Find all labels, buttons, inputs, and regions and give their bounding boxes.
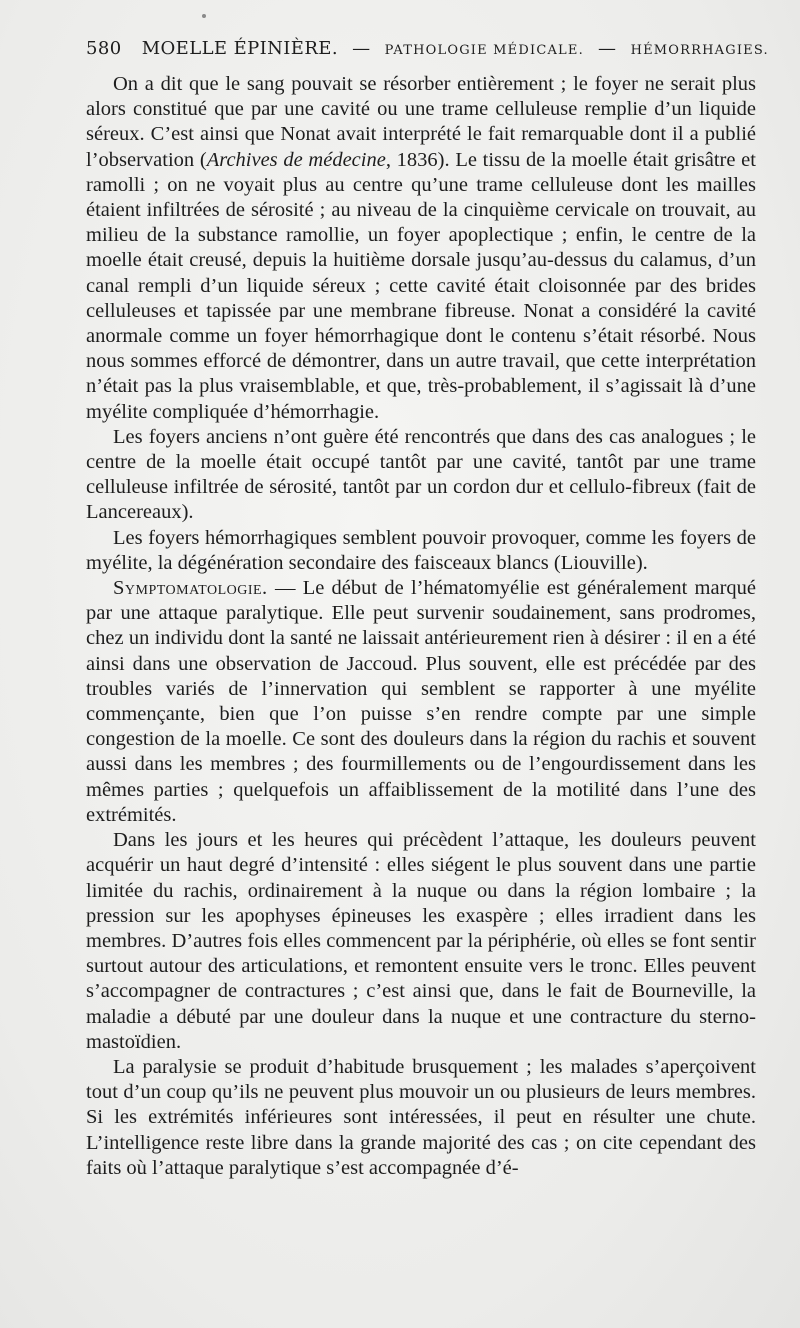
header-separator: — — [352, 38, 371, 59]
header-separator: — — [598, 38, 617, 59]
header-subsection: HÉMORRHAGIES. — [630, 43, 769, 58]
running-header — [86, 38, 769, 59]
header-title: MOELLE ÉPINIÈRE. — [141, 38, 338, 59]
paragraph — [86, 1055, 756, 1181]
body-text — [86, 72, 756, 1181]
section-heading: Symptomatologie. — [113, 577, 268, 600]
paragraph — [86, 526, 756, 576]
paragraph-text: Les foyers hémorrhagiques semblent pouvoir provoquer, comme les foyers de myélite, la dégénération secondaire des faisceaux blancs (Liouville). — [86, 526, 756, 574]
journal-citation: Archives de médecine — [206, 148, 386, 171]
paragraph-text: Les foyers anciens n’ont guère été rencontrés que dans des cas analogues ; le centre de la moelle était occupé tantôt par une cavité, tantôt par une trame celluleuse infiltrée de sérosité, tantôt par un cordon dur et cellulo-fibreux (fait de Lancereaux). — [86, 425, 756, 524]
ink-speck — [202, 14, 206, 18]
paragraph-text: Dans les jours et les heures qui précèdent l’attaque, les douleurs peuvent acquérir un haut degré d’intensité : elles siégent le plus souvent dans une partie limitée du rachis, ordinairement à la nuque ou dans la région lombaire ; la pression sur les apophyses épineuses les exaspère ; elles irradient dans les membres. D’autres fois elles commencent par la périphérie, où elles se font sentir surtout autour des articulations, et remontent ensuite vers le tronc. Elles peuvent s’accompagner de contractures ; c’est ainsi que, dans le fait de Bourneville, la maladie a débuté par une douleur dans la nuque et une contracture du sterno-mastoïdien. — [86, 829, 756, 1053]
paragraph — [86, 425, 756, 526]
paragraph-text: — Le début de l’hématomyélie est généralement marqué par une attaque paralytique. Elle peut survenir soudainement, sans prodromes, chez un individu dont la santé ne laissait antérieurement rien à désirer : il en a été ainsi dans une observation de Jaccoud. Plus souvent, elle est précédée par des troubles variés de l’innervation qui semblent se rapporter à une myélite commençante, bien que l’on puisse s’en rendre compte par une simple congestion de la moelle. Ce sont des douleurs dans la région du rachis et souvent aussi dans les membres ; des fourmillements ou de l’engourdissement dans les mêmes parties ; quelquefois un affaiblissement de la motilité dans l’une des extrémités. — [86, 577, 756, 826]
paragraph-text: On a dit que le sang pouvait se résorber entièrement ; le foyer ne serait plus alors constitué que par une cavité ou une trame celluleuse remplie d’un liquide séreux. C’est ainsi que Nonat avait interprété le fait remarquable dont il a publié l’observation ( — [86, 73, 756, 171]
page-number: 580 — [86, 38, 122, 59]
paragraph — [86, 72, 756, 425]
paragraph-text: La paralysie se produit d’habitude brusquement ; les malades s’aperçoivent tout d’un coup qu’ils ne peuvent plus mouvoir un ou plusieurs de leurs membres. Si les extrémités inférieures sont intéressées, il peut en résulter une chute. L’intelligence reste libre dans la grande majorité des cas ; on cite cependant des faits où l’attaque paralytique s’est accompagnée d’é- — [86, 1055, 756, 1179]
header-section: PATHOLOGIE MÉDICALE. — [384, 43, 584, 58]
paragraph-text: , 1836). Le tissu de la moelle était grisâtre et ramolli ; on ne voyait plus au centre qu’une trame celluleuse dont les mailles étaient infiltrées de sérosité ; au niveau de la cinquième cervicale on trouvait, au milieu de la substance ramollie, un foyer apoplectique ; enfin, le centre de la moelle était creusé, depuis la huitième dorsale jusqu’au-dessus du calamus, d’un canal rempli d’un liquide séreux ; cette cavité était cloisonnée par des brides celluleuses et tapissée par une membrane fibreuse. Nonat a considéré la cavité anormale comme un foyer hémorrhagique dont le contenu s’était résorbé. Nous nous sommes efforcé de démontrer, dans un autre travail, que cette interprétation n’était pas la plus vraisemblable, et que, très-probablement, il s’agissait là d’une myélite compliquée d’hémorrhagie. — [86, 148, 756, 423]
paragraph — [86, 576, 756, 828]
paragraph — [86, 828, 756, 1055]
